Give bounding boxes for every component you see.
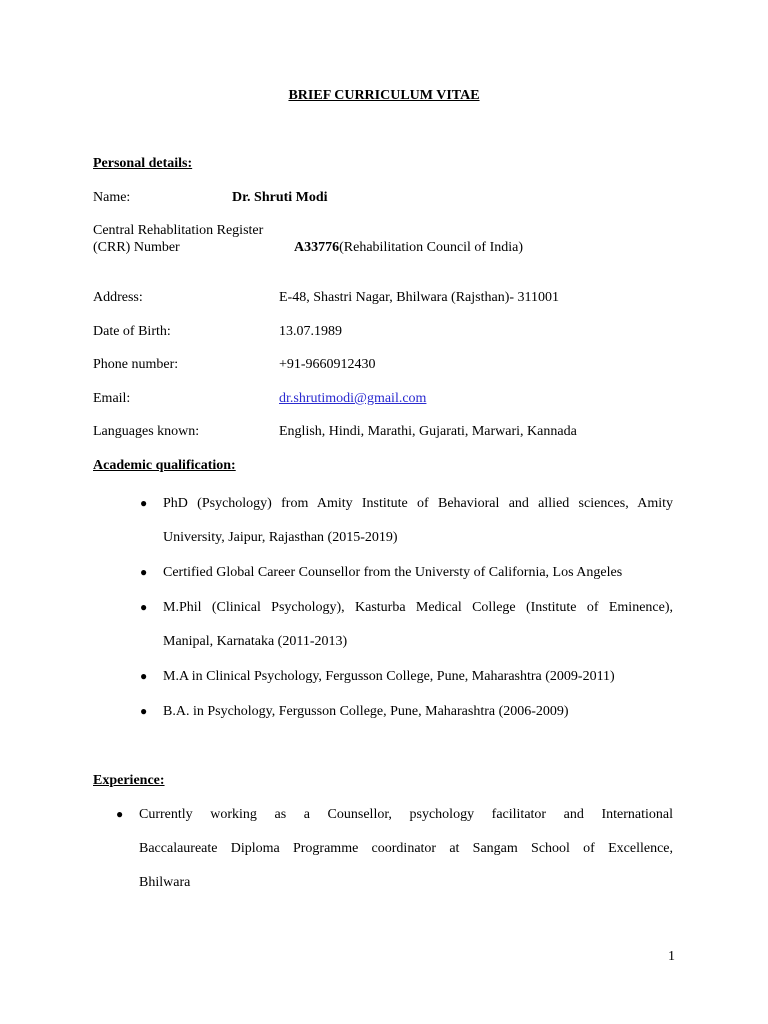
academic-heading: Academic qualification:	[93, 458, 236, 473]
page-number: 1	[668, 949, 675, 964]
crr-label-line1: Central Rehablitation Register	[93, 223, 264, 238]
personal-details-heading: Personal details:	[93, 156, 193, 171]
crr-label-line2: (CRR) Number	[93, 240, 180, 255]
email-label: Email:	[93, 391, 131, 406]
phone-value: +91-9660912430	[279, 357, 376, 372]
academic-item-3-line1: M.A in Clinical Psychology, Fergusson College, Pune, Maharashtra (2009-2011)	[163, 669, 615, 684]
bullet-icon: ●	[140, 496, 148, 510]
bullet-icon: ●	[116, 807, 124, 821]
experience-item-0-line2: Baccalaureate Diploma Programme coordinator at Sangam School of Excellence,	[139, 841, 673, 856]
document-title: BRIEF CURRICULUM VITAE	[288, 88, 480, 103]
bullet-icon: ●	[140, 669, 148, 683]
name-value: Dr. Shruti Modi	[232, 190, 328, 205]
crr-number: A33776	[294, 240, 340, 255]
address-label: Address:	[93, 290, 143, 305]
bullet-icon: ●	[140, 565, 148, 579]
experience-heading: Experience:	[93, 773, 165, 788]
crr-value	[294, 239, 523, 256]
academic-item-2-line1: M.Phil (Clinical Psychology), Kasturba Medical College (Institute of Eminence),	[163, 600, 673, 615]
academic-item-0-line1: PhD (Psychology) from Amity Institute of Behavioral and allied sciences, Amity	[163, 496, 673, 511]
bullet-icon: ●	[140, 704, 148, 718]
dob-value: 13.07.1989	[279, 324, 342, 339]
address-value: E-48, Shastri Nagar, Bhilwara (Rajsthan)- 311001	[279, 290, 560, 305]
phone-label: Phone number:	[93, 357, 179, 372]
dob-label: Date of Birth:	[93, 324, 171, 339]
academic-item-0-line2: University, Jaipur, Rajasthan (2015-2019)	[163, 530, 398, 545]
academic-item-1-line1: Certified Global Career Counsellor from the Universty of California, Los Angeles	[163, 565, 623, 580]
academic-item-2-line2: Manipal, Karnataka (2011-2013)	[163, 634, 348, 649]
bullet-icon: ●	[140, 600, 148, 614]
experience-item-0-line3: Bhilwara	[139, 875, 191, 890]
languages-value: English, Hindi, Marathi, Gujarati, Marwari, Kannada	[279, 424, 577, 439]
academic-item-4-line1: B.A. in Psychology, Fergusson College, Pune, Maharashtra (2006-2009)	[163, 704, 569, 719]
crr-suffix: (Rehabilitation Council of India)	[339, 240, 524, 255]
name-label: Name:	[93, 190, 131, 205]
languages-label: Languages known:	[93, 424, 200, 439]
experience-item-0-line1: Currently working as a Counsellor, psychology facilitator and International	[139, 807, 673, 822]
email-link[interactable]: dr.shrutimodi@gmail.com	[279, 391, 427, 406]
